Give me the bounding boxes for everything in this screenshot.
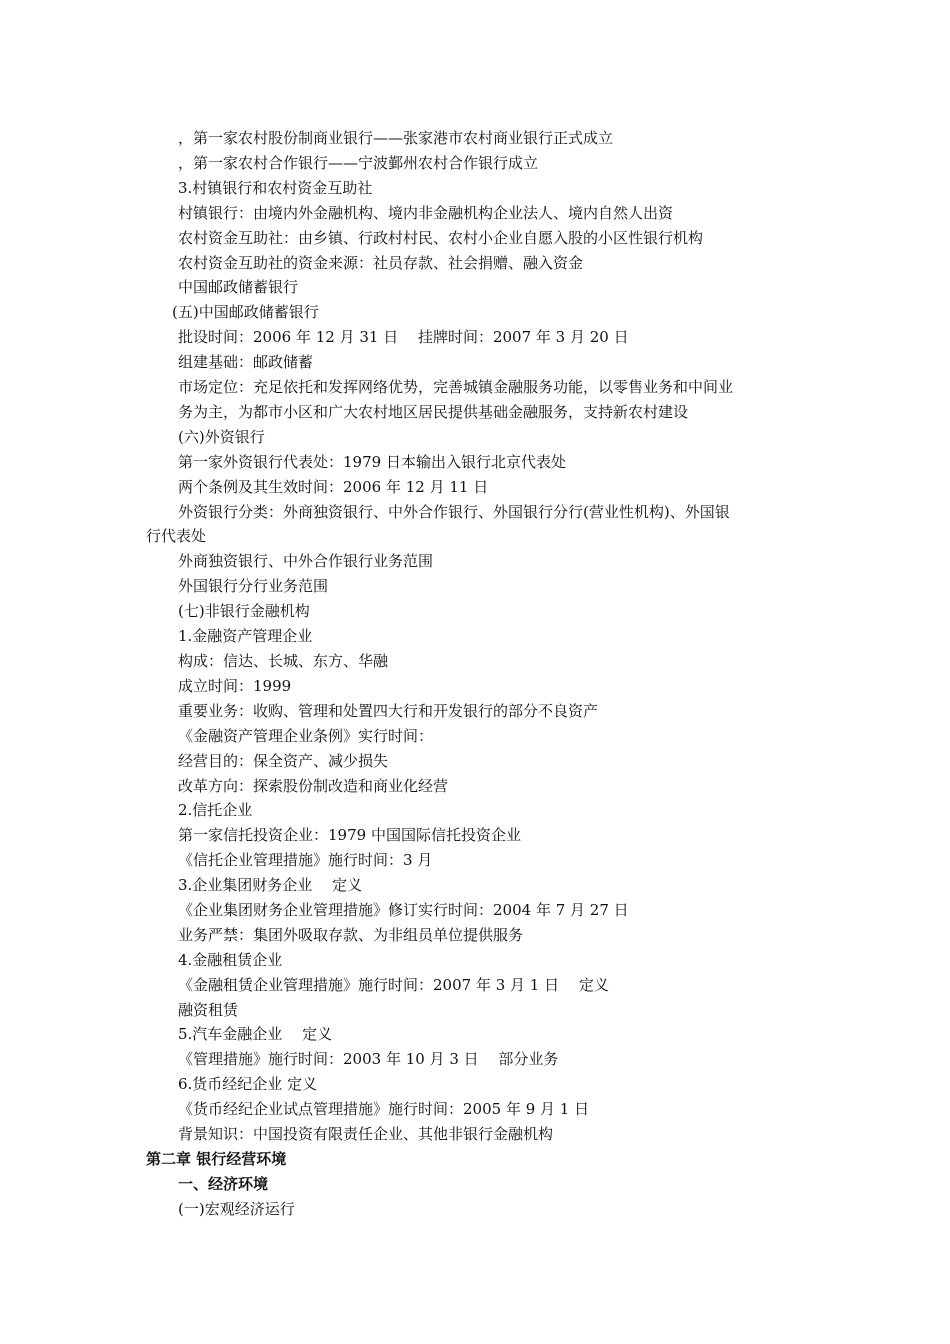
section-heading: (一)宏观经济运行 xyxy=(178,1200,295,1218)
section-heading: (五)中国邮政储蓄银行 xyxy=(172,303,319,321)
text-line: 《管理措施》施行时间：2003 年 10 月 3 日 部分业务 xyxy=(178,1050,559,1068)
text-line: 背景知识：中国投资有限责任企业、其他非银行金融机构 xyxy=(178,1125,554,1143)
text-line: 经营目的：保全资产、减少损失 xyxy=(178,752,389,770)
text-line: 市场定位：充足依托和发挥网络优势，完善城镇金融服务功能，以零售业务和中间业 xyxy=(178,378,734,396)
text-line: 外资银行分类：外商独资银行、中外合作银行、外国银行分行(营业性机构)、外国银 xyxy=(178,503,730,521)
section-heading: 3.村镇银行和农村资金互助社 xyxy=(178,179,373,197)
text-line: 《金融资产管理企业条例》实行时间： xyxy=(178,727,434,745)
section-heading: 3.企业集团财务企业 定义 xyxy=(178,876,363,894)
section-heading: (七)非银行金融机构 xyxy=(178,602,310,620)
section-heading: 6.货币经纪企业 定义 xyxy=(178,1075,318,1093)
text-line: ，第一家农村合作银行——宁波鄞州农村合作银行成立 xyxy=(178,154,539,172)
chapter-title: 第二章 银行经营环境 xyxy=(146,1150,287,1168)
text-line: 中国邮政储蓄银行 xyxy=(178,278,299,296)
text-line: 外国银行分行业务范围 xyxy=(178,577,329,595)
text-line: 《信托企业管理措施》施行时间：3 月 xyxy=(178,851,433,869)
text-line: 构成：信达、长城、东方、华融 xyxy=(178,652,389,670)
section-heading: 4.金融租赁企业 xyxy=(178,951,283,969)
text-line: 《金融租赁企业管理措施》施行时间：2007 年 3 月 1 日 定义 xyxy=(178,976,609,994)
text-line: 《货币经纪企业试点管理措施》施行时间：2005 年 9 月 1 日 xyxy=(178,1100,590,1118)
text-line: 第一家信托投资企业：1979 中国国际信托投资企业 xyxy=(178,826,521,844)
text-line: 批设时间：2006 年 12 月 31 日 挂牌时间：2007 年 3 月 20 日 xyxy=(178,328,629,346)
section-heading: 2.信托企业 xyxy=(178,801,253,819)
section-heading: 一、经济环境 xyxy=(178,1175,269,1193)
section-heading: 5.汽车金融企业 定义 xyxy=(178,1025,333,1043)
text-line: 融资租赁 xyxy=(178,1001,239,1019)
text-line: ，第一家农村股份制商业银行——张家港市农村商业银行正式成立 xyxy=(178,129,614,147)
text-line: 两个条例及其生效时间：2006 年 12 月 11 日 xyxy=(178,478,489,496)
text-line: 务为主，为都市小区和广大农村地区居民提供基础金融服务，支持新农村建设 xyxy=(178,403,689,421)
section-heading: (六)外资银行 xyxy=(178,428,265,446)
text-line: 村镇银行：由境内外金融机构、境内非金融机构企业法人、境内自然人出资 xyxy=(178,204,674,222)
text-line: 改革方向：探索股份制改造和商业化经营 xyxy=(178,777,449,795)
text-line: 第一家外资银行代表处：1979 日本输出入银行北京代表处 xyxy=(178,453,566,471)
text-line: 农村资金互助社：由乡镇、行政村村民、农村小企业自愿入股的小区性银行机构 xyxy=(178,229,704,247)
text-line: 成立时间：1999 xyxy=(178,677,292,695)
text-line: 外商独资银行、中外合作银行业务范围 xyxy=(178,552,434,570)
text-line: 组建基础：邮政储蓄 xyxy=(178,353,314,371)
text-line: 农村资金互助社的资金来源：社员存款、社会捐赠、融入资金 xyxy=(178,254,584,272)
text-line: 重要业务：收购、管理和处置四大行和开发银行的部分不良资产 xyxy=(178,702,599,720)
section-heading: 1.金融资产管理企业 xyxy=(178,627,313,645)
text-line: 《企业集团财务企业管理措施》修订实行时间：2004 年 7 月 27 日 xyxy=(178,901,629,919)
text-line: 业务严禁：集团外吸取存款、为非组员单位提供服务 xyxy=(178,926,524,944)
text-line: 行代表处 xyxy=(146,527,207,545)
